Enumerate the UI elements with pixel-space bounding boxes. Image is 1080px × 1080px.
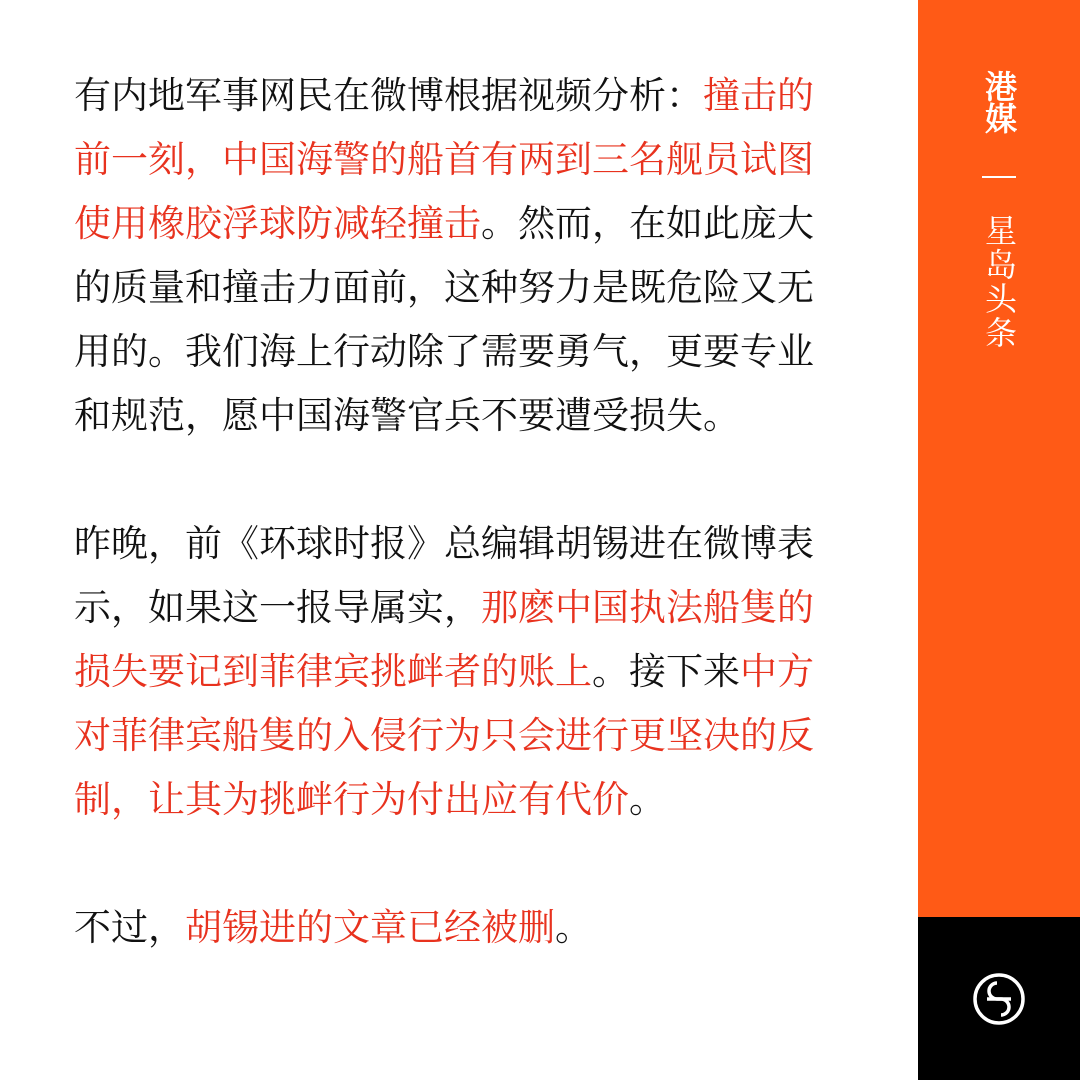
article-body (74, 64, 834, 960)
body-text: 。然而，在如此庞大的质量和撞击力面前，这种努力是既危险又无用的。我们海上行动除了需要勇气，更要专业和规范，愿中国海警官兵不要遭受损失。 (74, 202, 814, 437)
body-text: 。 (629, 778, 666, 821)
brand-category: 港媒 (980, 70, 1018, 134)
article-paragraph (74, 512, 834, 832)
highlighted-text: 撞击的前一刻，中国海警的船首有两到三名舰员试图使用橡胶浮球防减轻撞击 (74, 74, 814, 245)
body-text: 不过， (74, 906, 185, 949)
brand-label (918, 70, 1080, 350)
brand-source: 星岛头条 (980, 214, 1018, 350)
highlighted-text: 中方对菲律宾船隻的入侵行为只会进行更坚决的反制，让其为挑衅行为付出应有代价 (74, 650, 814, 821)
body-text: 。 (555, 906, 592, 949)
article-paragraph (74, 64, 834, 448)
body-text: 有内地军事网民在微博根据视频分析： (74, 74, 703, 117)
logo-box (918, 917, 1080, 1080)
brand-sidebar (918, 0, 1080, 1080)
publisher-logo-icon (971, 971, 1027, 1027)
body-text: 昨晚，前《环球时报》总编辑胡锡进在微博表示，如果这一报导属实， (74, 522, 814, 629)
brand-divider (982, 176, 1016, 178)
highlighted-text: 那麽中国执法船隻的损失要记到菲律宾挑衅者的账上 (74, 586, 814, 693)
highlighted-text: 胡锡进的文章已经被删 (185, 906, 555, 949)
body-text: 。接下来 (592, 650, 740, 693)
article-paragraph (74, 896, 834, 960)
